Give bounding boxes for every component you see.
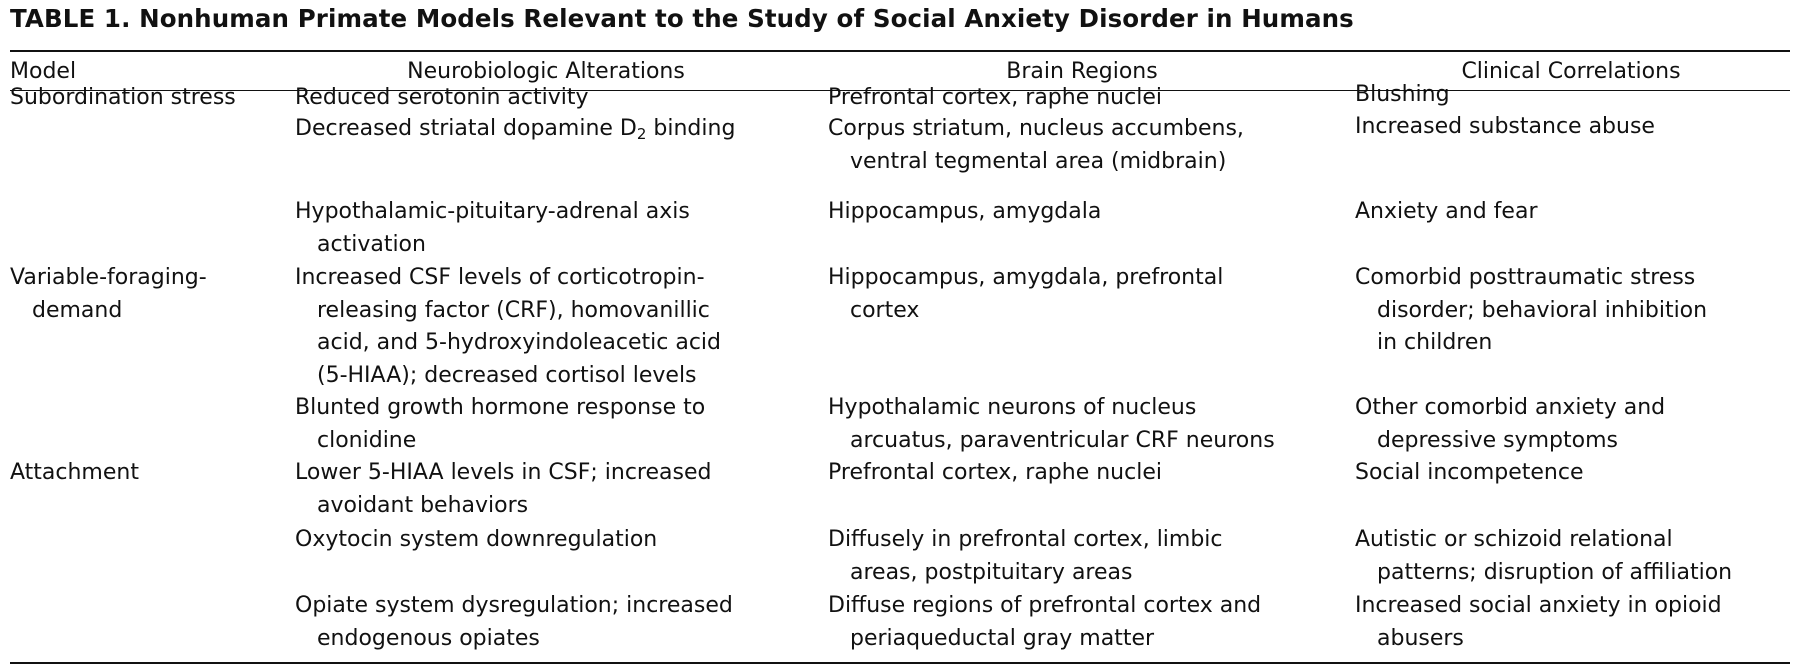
subscript-2: 2 <box>636 125 647 143</box>
row-6-neuro <box>295 457 711 522</box>
row-2-brain <box>828 113 1244 178</box>
cell-line: Social incompetence <box>1355 460 1584 485</box>
header-brain-regions: Brain Regions <box>1006 59 1158 84</box>
cell-line: Opiate system dysregulation; increased <box>295 593 733 618</box>
row-1-brain <box>828 82 1162 115</box>
cell-line: Attachment <box>10 460 139 485</box>
header-clinical-correlations: Clinical Correlations <box>1461 59 1681 84</box>
cell-line: Prefrontal cortex, raphe nuclei <box>828 85 1162 110</box>
row-4-brain <box>828 262 1223 327</box>
cell-line: (5-HIAA); decreased cortisol levels <box>317 362 697 388</box>
cell-line: Hippocampus, amygdala, prefrontal <box>828 265 1224 290</box>
cell-line: periaqueductal gray matter <box>850 625 1155 651</box>
bottom-rule <box>10 662 1790 664</box>
cell-line: Lower 5-HIAA levels in CSF; increased <box>295 460 712 485</box>
cell-line: Hippocampus, amygdala <box>828 199 1102 224</box>
row-1-model <box>10 82 236 115</box>
cell-line: demand <box>32 297 123 323</box>
cell-line: depressive symptoms <box>1377 427 1619 453</box>
header-neurobiologic-alterations: Neurobiologic Alterations <box>407 59 685 84</box>
cell-line: Reduced serotonin activity <box>295 85 589 110</box>
row-3-neuro <box>295 196 690 261</box>
cell-line: Oxytocin system downregulation <box>295 527 658 552</box>
row-2-neuro <box>295 113 735 146</box>
neuro-text: Decreased striatal dopamine D <box>295 116 637 141</box>
row-7-brain <box>828 524 1223 589</box>
cell-line: arcuatus, paraventricular CRF neurons <box>850 427 1275 453</box>
cell-line: areas, postpituitary areas <box>850 559 1133 585</box>
header-model: Model <box>10 59 77 84</box>
cell-line <box>295 113 735 146</box>
cell-line: Other comorbid anxiety and <box>1355 395 1666 420</box>
table-title: TABLE 1. Nonhuman Primate Models Relevant to the Study of Social Anxiety Disorder in Humans <box>10 4 1354 33</box>
row-8-clinical <box>1355 590 1722 655</box>
cell-line: avoidant behaviors <box>317 492 529 518</box>
cell-line: Comorbid posttraumatic stress <box>1355 265 1696 290</box>
top-rule <box>10 50 1790 52</box>
cell-line: Increased CSF levels of corticotropin- <box>295 265 705 290</box>
cell-line: Hypothalamic neurons of nucleus <box>828 395 1197 420</box>
row-1-clinical <box>1355 79 1450 112</box>
cell-line: Variable-foraging- <box>10 265 207 290</box>
row-1-neuro <box>295 82 589 115</box>
cell-line: abusers <box>1377 625 1464 651</box>
cell-line: clonidine <box>317 427 417 453</box>
cell-line: Blushing <box>1355 82 1450 107</box>
row-8-brain <box>828 590 1261 655</box>
row-3-clinical <box>1355 196 1538 229</box>
row-7-neuro <box>295 524 657 557</box>
cell-line: Prefrontal cortex, raphe nuclei <box>828 460 1162 485</box>
row-4-model <box>10 262 207 327</box>
cell-line: ventral tegmental area (midbrain) <box>850 148 1227 174</box>
cell-line: Diffusely in prefrontal cortex, limbic <box>828 527 1223 552</box>
row-7-clinical <box>1355 524 1732 589</box>
row-6-brain <box>828 457 1162 490</box>
row-4-neuro <box>295 262 721 392</box>
cell-line: Autistic or schizoid relational <box>1355 527 1673 552</box>
row-8-neuro <box>295 590 733 655</box>
cell-line: releasing factor (CRF), homovanillic <box>317 297 710 323</box>
cell-line: in children <box>1377 330 1493 355</box>
row-2-clinical <box>1355 111 1655 144</box>
cell-line: Increased substance abuse <box>1355 114 1655 139</box>
cell-line: cortex <box>850 297 920 323</box>
cell-line: activation <box>317 231 426 257</box>
cell-line: Subordination stress <box>10 85 236 110</box>
row-5-clinical <box>1355 392 1665 457</box>
row-6-model <box>10 457 139 490</box>
row-6-clinical <box>1355 457 1584 490</box>
cell-line: disorder; behavioral inhibition <box>1377 297 1708 323</box>
neuro-text-end: binding <box>646 116 736 141</box>
cell-line: patterns; disruption of affiliation <box>1377 559 1733 585</box>
cell-line: acid, and 5-hydroxyindoleacetic acid <box>317 330 721 355</box>
cell-line: Blunted growth hormone response to <box>295 395 706 420</box>
row-4-clinical <box>1355 262 1707 360</box>
cell-line: Increased social anxiety in opioid <box>1355 593 1722 618</box>
cell-line: Diffuse regions of prefrontal cortex and <box>828 593 1262 618</box>
cell-line: Hypothalamic-pituitary-adrenal axis <box>295 199 690 224</box>
cell-line: endogenous opiates <box>317 625 540 651</box>
cell-line: Anxiety and fear <box>1355 199 1538 224</box>
row-3-brain <box>828 196 1101 229</box>
cell-line: Corpus striatum, nucleus accumbens, <box>828 116 1244 141</box>
row-5-neuro <box>295 392 705 457</box>
row-5-brain <box>828 392 1275 457</box>
